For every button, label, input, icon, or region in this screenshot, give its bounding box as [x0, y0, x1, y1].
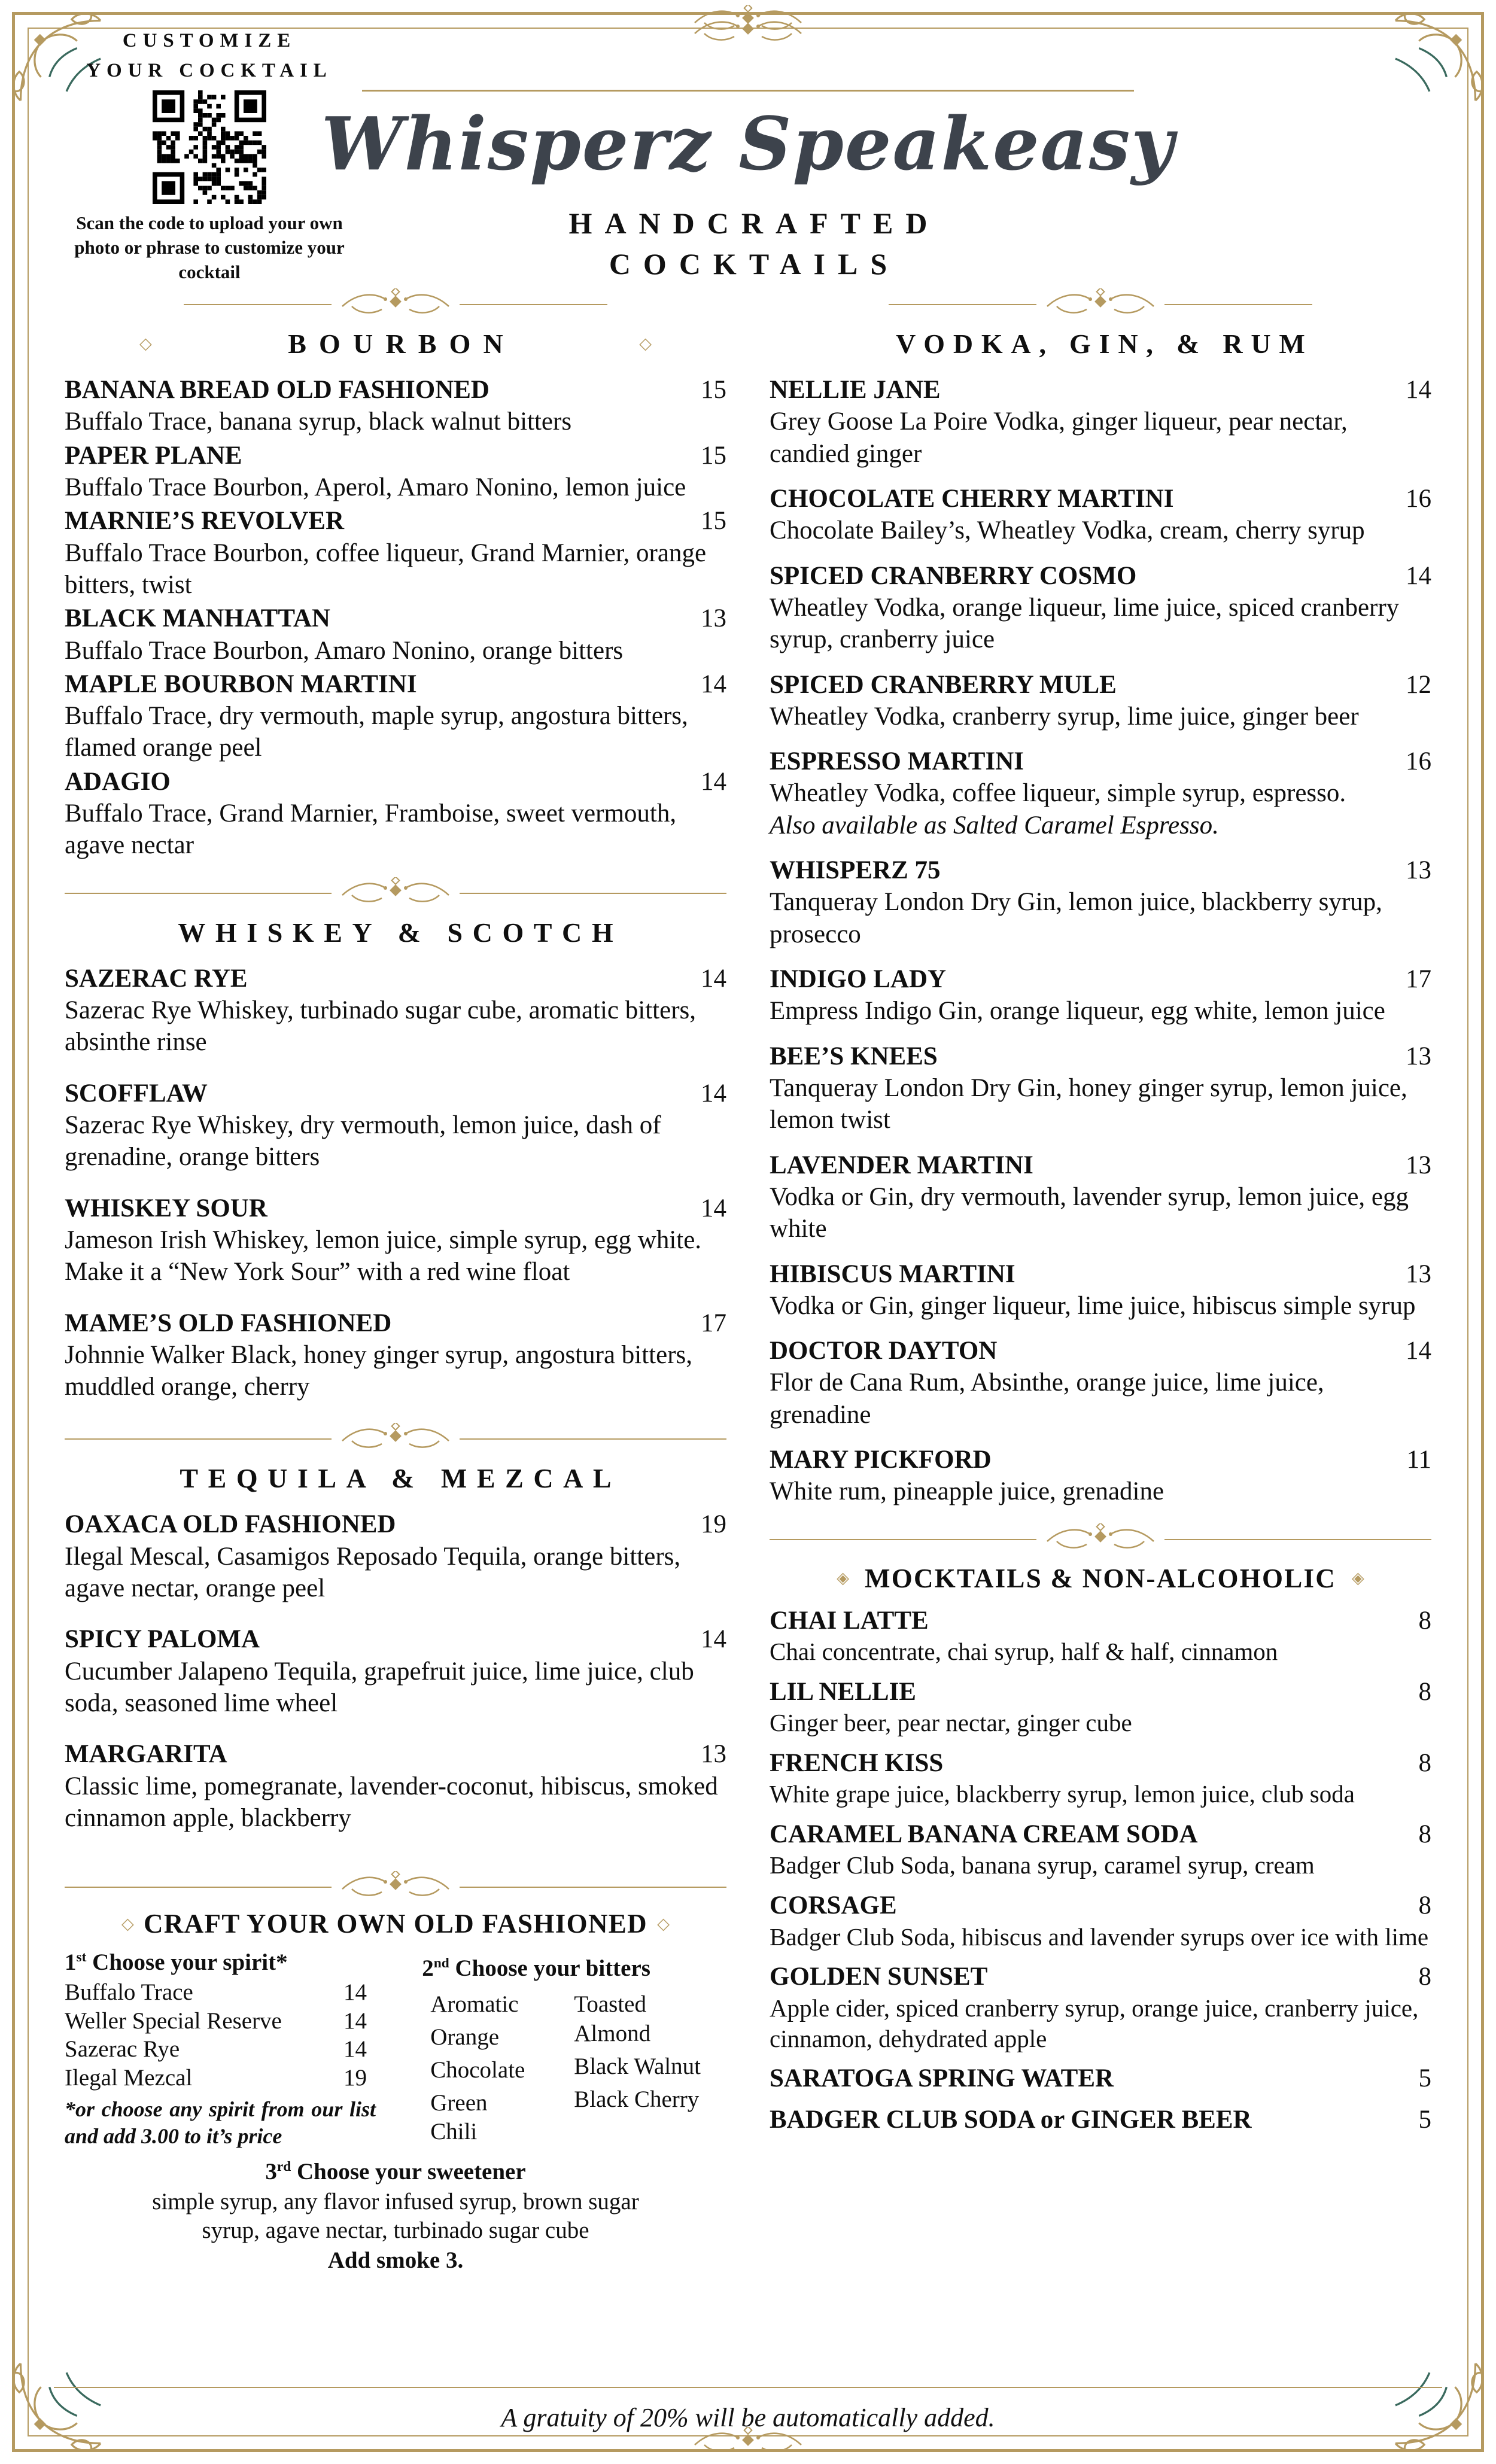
- item-head: [65, 668, 726, 700]
- bitters-option: Toasted Almond: [574, 1991, 651, 2046]
- item-name: PAPER PLANE: [65, 441, 242, 470]
- venue-title: Whisperz Speakeasy: [321, 101, 1175, 187]
- item-head: [65, 1193, 726, 1224]
- item-price: 14: [1406, 561, 1431, 590]
- spirit-name: Ilegal Mezcal: [65, 2064, 193, 2091]
- item-note: Also available as Salted Caramel Espresso.: [770, 811, 1219, 839]
- menu-item: [770, 1818, 1431, 1881]
- section-heading: [65, 1462, 726, 1494]
- item-head: [770, 854, 1431, 886]
- item-name: BEE’S KNEES: [770, 1042, 938, 1070]
- menu-subtitle-line1: HANDCRAFTED: [568, 206, 940, 240]
- menu-item: [65, 668, 726, 764]
- item-head: [770, 1605, 1431, 1636]
- section-flourish: [889, 287, 1312, 322]
- item-head: [65, 1623, 726, 1655]
- item-description: Apple cider, spiced cranberry syrup, orange juice, cranberry juice, cinnamon, dehydrated apple: [770, 1994, 1419, 2052]
- menu-item: [65, 1078, 726, 1173]
- menu-item: [65, 603, 726, 667]
- menu-item: [770, 1961, 1431, 2054]
- section-bourbon: [65, 287, 726, 862]
- spirit-option: [65, 2007, 367, 2036]
- section-vodka-gin-rum: [770, 287, 1431, 1508]
- item-description: Vodka or Gin, dry vermouth, lavender syrup, lemon juice, egg white: [770, 1182, 1409, 1243]
- item-name: DOCTOR DAYTON: [770, 1337, 998, 1365]
- item-price: 11: [1406, 1446, 1431, 1474]
- craft-step3-label: [65, 2158, 726, 2185]
- item-description: Tanqueray London Dry Gin, honey ginger syrup, lemon juice, lemon twist: [770, 1073, 1407, 1134]
- item-head: [770, 1041, 1431, 1072]
- item-price: 19: [701, 1510, 726, 1539]
- item-description: Cucumber Jalapeno Tequila, grapefruit juice, lime juice, club soda, seasoned lime wheel: [65, 1657, 694, 1717]
- item-name: BANANA BREAD OLD FASHIONED: [65, 376, 489, 404]
- item-price: 16: [1406, 484, 1431, 513]
- menu-item: [65, 440, 726, 504]
- menu-item: [770, 1149, 1431, 1245]
- item-price: 14: [701, 670, 726, 698]
- item-name: ESPRESSO MARTINI: [770, 747, 1024, 776]
- menu-item: [770, 560, 1431, 656]
- bitters-option: Chocolate: [430, 2057, 525, 2083]
- badge-title: CUSTOMIZE YOUR COCKTAIL: [86, 30, 333, 81]
- menu-item: [65, 1508, 726, 1604]
- section-flourish: [184, 287, 607, 322]
- craft-step3: [65, 2158, 726, 2274]
- step-ordinal: nd: [433, 1955, 449, 1972]
- item-price: 13: [701, 604, 726, 633]
- section-heading: [770, 1563, 1431, 1594]
- menu-item: [65, 1193, 726, 1288]
- item-name: CHOCOLATE CHERRY MARTINI: [770, 484, 1174, 513]
- menu-item: [770, 2063, 1431, 2094]
- diamond-ornament-icon: ◇: [657, 1914, 670, 1933]
- right-column: [770, 287, 1431, 2274]
- menu-item: [65, 1307, 726, 1403]
- item-head: [65, 440, 726, 471]
- bitters-options: [422, 1990, 726, 2147]
- item-head: [770, 1961, 1431, 1993]
- bitters-option: Black Walnut: [574, 2053, 701, 2079]
- item-price: 15: [701, 507, 726, 536]
- item-head: [770, 1258, 1431, 1290]
- step-label: Choose your bitters: [455, 1955, 650, 1982]
- footer-rule: [54, 2387, 1442, 2388]
- flourish-ornament-icon: [339, 877, 452, 909]
- bitters-option: Aromatic: [430, 1991, 519, 2018]
- item-price: 15: [701, 441, 726, 470]
- item-price: 8: [1418, 1677, 1431, 1706]
- item-description: Badger Club Soda, banana syrup, caramel syrup, cream: [770, 1851, 1315, 1879]
- item-name: WHISKEY SOUR: [65, 1194, 267, 1222]
- left-column: [65, 287, 726, 2274]
- item-name: WHISPERZ 75: [770, 856, 941, 885]
- step-number: 3: [265, 2158, 277, 2185]
- section-craft-your-own: [65, 1870, 726, 2274]
- menu-item: [65, 766, 726, 862]
- item-name: MARNIE’S REVOLVER: [65, 507, 345, 536]
- item-name: SAZERAC RYE: [65, 964, 248, 993]
- item-name: SARATOGA SPRING WATER: [770, 2064, 1114, 2093]
- item-head: [770, 1149, 1431, 1181]
- item-price: 13: [701, 1740, 726, 1769]
- item-name: BLACK MANHATTAN: [65, 604, 330, 633]
- item-name: MARY PICKFORD: [770, 1446, 992, 1474]
- item-description: Grey Goose La Poire Vodka, ginger liqueur, pear nectar, candied ginger: [770, 407, 1348, 468]
- item-description: Buffalo Trace Bourbon, Amaro Nonino, orange bitters: [65, 636, 624, 665]
- menu-subtitle-line2: COCKTAILS: [609, 247, 900, 281]
- item-name: ADAGIO: [65, 767, 171, 796]
- section-title: VODKA, GIN, & RUM: [896, 328, 1313, 359]
- step-number: 1: [65, 1949, 77, 1976]
- item-head: [65, 603, 726, 634]
- menu-item: [770, 1335, 1431, 1431]
- menu-item: [770, 374, 1431, 470]
- section-mocktails: [770, 1522, 1431, 2136]
- step-ordinal: rd: [276, 2158, 291, 2174]
- craft-step1: [65, 1949, 422, 2149]
- diamond-ornament-icon: ◈: [837, 1569, 850, 1587]
- item-price: 15: [701, 376, 726, 404]
- item-description: Wheatley Vodka, coffee liqueur, simple syrup, espresso.: [770, 779, 1346, 808]
- item-description: Buffalo Trace Bourbon, Aperol, Amaro Nonino, lemon juice: [65, 473, 686, 501]
- spirit-price: 14: [343, 2036, 367, 2063]
- item-name: HIBISCUS MARTINI: [770, 1260, 1015, 1288]
- item-head: [65, 1307, 726, 1339]
- item-name: FRENCH KISS: [770, 1748, 944, 1777]
- section-title: WHISKEY & SCOTCH: [178, 917, 624, 948]
- step-number: 2: [422, 1955, 434, 1982]
- item-price: 8: [1418, 1606, 1431, 1635]
- item-price: 8: [1418, 1748, 1431, 1777]
- item-head: [770, 1676, 1431, 1708]
- item-head: [770, 2104, 1431, 2136]
- item-name: CHAI LATTE: [770, 1606, 929, 1635]
- item-price: 8: [1418, 1820, 1431, 1849]
- menu-item: [770, 1890, 1431, 1952]
- item-description: Badger Club Soda, hibiscus and lavender syrups over ice with lime: [770, 1922, 1429, 1951]
- menu-item: [770, 1605, 1431, 1667]
- bitters-column-2: [574, 1990, 726, 2147]
- sweetener-options: simple syrup, any flavor infused syrup, brown sugar syrup, agave nectar, turbinado sugar cube: [152, 2188, 639, 2244]
- item-head: [770, 669, 1431, 701]
- menu-item: [65, 1623, 726, 1719]
- item-price: 16: [1406, 747, 1431, 776]
- flourish-ornament-icon: [1044, 288, 1157, 321]
- badge-caption: Scan the code to upload your own photo or phrase to customize your cocktail: [74, 212, 345, 282]
- item-description: Buffalo Trace, Grand Marnier, Framboise, sweet vermouth, agave nectar: [65, 799, 677, 860]
- menu-columns: [0, 287, 1496, 2274]
- menu-item: [770, 669, 1431, 733]
- item-description: Buffalo Trace Bourbon, coffee liqueur, Grand Marnier, orange bitters, twist: [65, 539, 707, 599]
- item-description: Ilegal Mescal, Casamigos Reposado Tequila, orange bitters, agave nectar, orange peel: [65, 1542, 681, 1603]
- item-description: Wheatley Vodka, orange liqueur, lime juice, spiced cranberry syrup, cranberry juice: [770, 593, 1400, 654]
- item-price: 8: [1418, 1891, 1431, 1920]
- item-head: [770, 560, 1431, 592]
- step-label: Choose your sweetener: [296, 2158, 526, 2185]
- item-description: White rum, pineapple juice, grenadine: [770, 1477, 1164, 1506]
- spirit-price: 19: [343, 2064, 367, 2091]
- items-list: [65, 963, 726, 1403]
- menu-item: [770, 1676, 1431, 1738]
- section-title: MOCKTAILS & NON-ALCOHOLIC: [865, 1563, 1336, 1593]
- bitters-option: Orange: [430, 2024, 500, 2050]
- item-price: 5: [1418, 2064, 1431, 2093]
- item-head: [65, 963, 726, 994]
- items-list: [65, 374, 726, 862]
- menu-item: [770, 1444, 1431, 1508]
- item-name: SPICY PALOMA: [65, 1625, 260, 1654]
- item-price: 14: [1406, 376, 1431, 404]
- items-list: [65, 1508, 726, 1834]
- add-smoke-note: Add smoke 3.: [327, 2247, 464, 2274]
- item-price: 13: [1406, 1042, 1431, 1070]
- diamond-ornament-icon: ◈: [1351, 1569, 1364, 1587]
- customize-cocktail-badge: [57, 26, 362, 285]
- section-whiskey-scotch: [65, 876, 726, 1403]
- item-price: 14: [701, 1194, 726, 1222]
- items-list: [770, 1605, 1431, 2136]
- item-name: SCOFFLAW: [65, 1079, 208, 1108]
- qr-code: [153, 90, 266, 204]
- section-title: BOURBON: [288, 328, 516, 359]
- item-description: Ginger beer, pear nectar, ginger cube: [770, 1709, 1132, 1737]
- item-price: 14: [701, 964, 726, 993]
- section-tequila-mezcal: [65, 1422, 726, 1834]
- spirit-name: Sazerac Rye: [65, 2036, 180, 2063]
- flourish-ornament-icon: [339, 1871, 452, 1903]
- menu-item: [770, 2104, 1431, 2136]
- section-heading: [770, 328, 1431, 360]
- step-label: Choose your spirit*: [92, 1949, 288, 1976]
- header-flourish-icon: [691, 16, 805, 48]
- item-name: LAVENDER MARTINI: [770, 1151, 1033, 1179]
- diamond-ornament-icon: ◇: [639, 334, 652, 352]
- menu-header: [0, 0, 1496, 287]
- spirit-name: Weller Special Reserve: [65, 2007, 282, 2034]
- item-name: NELLIE JANE: [770, 376, 941, 404]
- craft-grid: [65, 1949, 726, 2149]
- menu-item: [65, 963, 726, 1058]
- item-name: MAME’S OLD FASHIONED: [65, 1309, 392, 1337]
- items-list: [770, 374, 1431, 1508]
- item-price: 17: [701, 1309, 726, 1337]
- item-price: 8: [1418, 1963, 1431, 1991]
- item-name: CARAMEL BANANA CREAM SODA: [770, 1820, 1198, 1849]
- item-description: Classic lime, pomegranate, lavender-coconut, hibiscus, smoked cinnamon apple, blackberry: [65, 1772, 718, 1832]
- item-description: Buffalo Trace, dry vermouth, maple syrup, angostura bitters, flamed orange peel: [65, 702, 688, 762]
- item-description: Buffalo Trace, banana syrup, black walnut bitters: [65, 407, 572, 436]
- spirit-option: [65, 2064, 367, 2092]
- item-head: [65, 1078, 726, 1109]
- item-description: Vodka or Gin, ginger liqueur, lime juice, hibiscus simple syrup: [770, 1291, 1416, 1320]
- item-price: 14: [701, 767, 726, 796]
- menu-item: [65, 374, 726, 438]
- item-price: 13: [1406, 1151, 1431, 1179]
- menu-item: [770, 1258, 1431, 1322]
- menu-item: [770, 483, 1431, 547]
- item-head: [65, 374, 726, 406]
- bitters-column-1: [430, 1990, 539, 2147]
- item-name: CORSAGE: [770, 1891, 897, 1920]
- diamond-ornament-icon: ◇: [121, 1914, 134, 1933]
- item-price: 12: [1406, 670, 1431, 699]
- section-flourish: [65, 876, 726, 911]
- item-price: 14: [701, 1625, 726, 1654]
- bitters-option: Black Cherry: [574, 2086, 700, 2112]
- section-heading: [65, 1908, 726, 1939]
- item-description: Johnnie Walker Black, honey ginger syrup, angostura bitters, muddled orange, cherry: [65, 1340, 693, 1401]
- craft-step2: [422, 1949, 726, 2149]
- header-rule: [362, 90, 1134, 92]
- item-name: SPICED CRANBERRY MULE: [770, 670, 1117, 699]
- item-description: Chocolate Bailey’s, Wheatley Vodka, cream, cherry syrup: [770, 516, 1365, 545]
- item-description: Empress Indigo Gin, orange liqueur, egg white, lemon juice: [770, 997, 1385, 1026]
- section-flourish: [65, 1422, 726, 1456]
- item-name: INDIGO LADY: [770, 965, 947, 993]
- item-name: LIL NELLIE: [770, 1677, 916, 1706]
- menu-item: [770, 1041, 1431, 1136]
- step-ordinal: st: [76, 1949, 87, 1966]
- item-description: Sazerac Rye Whiskey, turbinado sugar cube, aromatic bitters, absinthe rinse: [65, 996, 696, 1057]
- menu-footer: [54, 2387, 1442, 2433]
- item-description: Jameson Irish Whiskey, lemon juice, simple syrup, egg white. Make it a “New York Sour” with a red wine float: [65, 1225, 702, 1286]
- item-head: [770, 746, 1431, 777]
- flourish-ornament-icon: [1044, 1523, 1157, 1556]
- item-head: [770, 1335, 1431, 1367]
- section-title: TEQUILA & MEZCAL: [180, 1463, 622, 1494]
- item-description: Chai concentrate, chai syrup, half & half, cinnamon: [770, 1638, 1278, 1665]
- spirit-option: [65, 2035, 367, 2064]
- spirit-price: 14: [343, 2007, 367, 2034]
- item-name: MAPLE BOURBON MARTINI: [65, 670, 417, 698]
- item-head: [65, 1508, 726, 1540]
- item-head: [770, 1747, 1431, 1779]
- menu-item: [770, 963, 1431, 1027]
- diamond-ornament-icon: ◇: [139, 334, 152, 352]
- menu-item: [65, 505, 726, 601]
- menu-item: [770, 1747, 1431, 1809]
- item-price: 14: [1406, 1337, 1431, 1365]
- spirit-price: 14: [343, 1979, 367, 2006]
- item-name: BADGER CLUB SODA or GINGER BEER: [770, 2105, 1252, 2134]
- flourish-ornament-icon: [339, 288, 452, 321]
- section-heading: [65, 328, 726, 360]
- item-price: 5: [1418, 2105, 1431, 2134]
- item-head: [770, 2063, 1431, 2094]
- bitters-option: Green Chili: [430, 2089, 488, 2145]
- item-price: 17: [1406, 965, 1431, 993]
- section-heading: [65, 917, 726, 948]
- section-title: CRAFT YOUR OWN OLD FASHIONED: [143, 1909, 648, 1939]
- item-name: MARGARITA: [65, 1740, 227, 1769]
- craft-step1-label: [65, 1949, 422, 1976]
- flourish-ornament-icon: [339, 1423, 452, 1455]
- item-head: [770, 1444, 1431, 1476]
- item-name: GOLDEN SUNSET: [770, 1963, 988, 1991]
- item-description: Flor de Cana Rum, Absinthe, orange juice, lime juice, grenadine: [770, 1368, 1324, 1429]
- craft-step2-label: [422, 1955, 726, 1982]
- menu-item: [770, 854, 1431, 950]
- menu-item: [65, 1738, 726, 1834]
- spirit-options-list: [65, 1978, 367, 2092]
- item-head: [770, 1890, 1431, 1921]
- item-head: [65, 766, 726, 798]
- section-flourish: [770, 1522, 1431, 1557]
- item-head: [65, 1738, 726, 1770]
- item-price: 14: [701, 1079, 726, 1108]
- item-price: 13: [1406, 1260, 1431, 1288]
- menu-item: [770, 746, 1431, 841]
- spirit-footnote: *or choose any spirit from our list and add 3.00 to it’s price: [65, 2097, 376, 2148]
- spirit-name: Buffalo Trace: [65, 1979, 193, 2006]
- item-description: White grape juice, blackberry syrup, lemon juice, club soda: [770, 1780, 1355, 1808]
- gratuity-note: A gratuity of 20% will be automatically added.: [501, 2403, 995, 2432]
- item-head: [770, 483, 1431, 515]
- item-head: [770, 1818, 1431, 1850]
- item-name: OAXACA OLD FASHIONED: [65, 1510, 396, 1539]
- item-description: Wheatley Vodka, cranberry syrup, lime juice, ginger beer: [770, 702, 1359, 731]
- item-name: SPICED CRANBERRY COSMO: [770, 561, 1137, 590]
- item-description: Sazerac Rye Whiskey, dry vermouth, lemon juice, dash of grenadine, orange bitters: [65, 1111, 661, 1172]
- item-head: [770, 963, 1431, 995]
- item-head: [770, 374, 1431, 406]
- spirit-option: [65, 1978, 367, 2007]
- section-flourish: [65, 1870, 726, 1905]
- item-description: Tanqueray London Dry Gin, lemon juice, blackberry syrup, prosecco: [770, 888, 1382, 948]
- item-price: 13: [1406, 856, 1431, 885]
- item-head: [65, 505, 726, 537]
